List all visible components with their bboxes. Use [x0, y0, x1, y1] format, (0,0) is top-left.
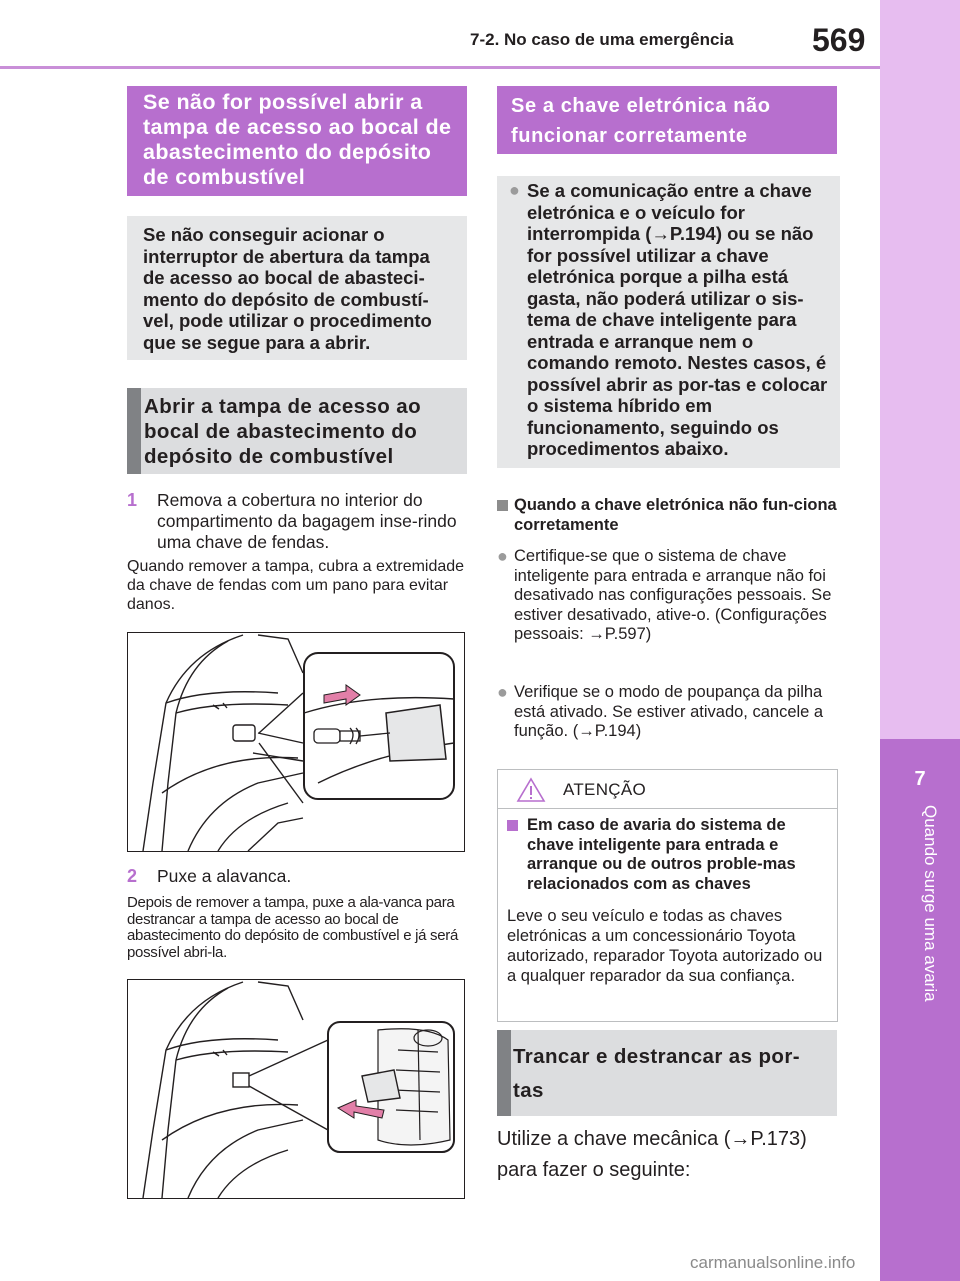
chapter-number: 7	[914, 768, 926, 790]
subheading-key-malfunction	[497, 496, 842, 535]
warning-header	[497, 769, 838, 809]
illustration-pull-lever	[127, 979, 465, 1199]
subheading-text: Quando a chave eletrónica não fun-ciona corretamente	[514, 496, 837, 534]
list-item	[497, 683, 842, 742]
square-bullet-icon	[497, 500, 508, 511]
intro-box: Se não conseguir acionar o interruptor de abertura da tampa de acesso ao bocal de abasteci-mento do depósito de combustí-vel, pode utilizar o procedimento que se segue para a abrir.	[127, 216, 467, 360]
trunk-screwdriver-illustration	[128, 633, 464, 851]
warning-body: Leve o seu veículo e todas as chaves eletrónicas a um concessionário Toyota autorizado, reparador Toyota autorizado ou a qualquer reparador da sua confiança.	[507, 907, 823, 985]
heading-fuel-door: Se não for possível abrir a tampa de acesso ao bocal de abastecimento do depósito de combustível	[127, 86, 467, 196]
warning-title: ATENÇÃO	[563, 780, 647, 799]
step-1-note: Quando remover a tampa, cubra a extremidade da chave de fendas com um pano para evitar danos.	[127, 558, 465, 613]
chapter-label: Quando surge uma avaria	[921, 805, 940, 1002]
trunk-lever-illustration	[128, 980, 464, 1198]
info-box	[497, 176, 840, 468]
warning-subheading-text: Em caso de avaria do sistema de chave inteligente para entrada e arranque ou de outros proble-mas relacionados com as chaves	[527, 816, 796, 893]
circle-bullet-icon: ●	[509, 180, 520, 200]
warning-subheading	[507, 816, 832, 894]
list-item	[497, 547, 842, 645]
square-bullet-icon	[507, 820, 518, 831]
info-box-text: Se a comunicação entre a chave eletrónica e o veículo for interrompida (→P.194) ou se não for possível utilizar a chave eletrónica porque a pilha está gasta, não poderá utilizar o sis-tema de chave inteligente para entrada e arranque nem o comando remoto. Nestes casos, é possível abrir as por-tas e colocar o sistema híbrido em funcionamento, seguindo os procedimentos abaixo.	[527, 180, 828, 459]
circle-bullet-icon: ●	[497, 682, 508, 702]
step-text: Remova a cobertura no interior do compartimento da bagagem inse-rindo uma chave de fendas.	[157, 490, 457, 552]
heading-open-fuel-door: Abrir a tampa de acesso ao bocal de abastecimento do depósito de combustível	[127, 388, 467, 474]
page-number: 569	[812, 22, 866, 58]
watermark: carmanualsonline.info	[690, 1253, 856, 1272]
section-title: 7-2. No caso de uma emergência	[470, 30, 734, 49]
heading-key-malfunction: Se a chave eletrónica não funcionar corretamente	[497, 86, 837, 154]
illustration-remove-cover	[127, 632, 465, 852]
list-item-text: Verifique se o modo de poupança da pilha está ativado. Se estiver ativado, cancele a função. (→P.194)	[514, 683, 824, 740]
warning-triangle-icon	[516, 777, 546, 803]
heading-lock-unlock-doors: Trancar e destrancar as por-tas	[497, 1030, 837, 1116]
step-text: Puxe a alavanca.	[157, 866, 292, 886]
step-number: 1	[127, 490, 138, 510]
list-item-text: Certifique-se que o sistema de chave inteligente para entrada e arranque não foi desativado nas configurações pessoais. Se estiver desativado, ative-o. (Configurações pessoais: →P.597)	[514, 547, 832, 643]
step-2	[127, 866, 472, 887]
closing-text: Utilize a chave mecânica (→P.173) para fazer o seguinte:	[497, 1128, 807, 1181]
circle-bullet-icon: ●	[497, 546, 508, 566]
step-number: 2	[127, 866, 138, 886]
header-rule	[0, 66, 880, 69]
step-2-note: Depois de remover a tampa, puxe a ala-vanca para destrancar a tampa de acesso ao bocal de abastecimento do depósito de combustível e já será possível abri-la.	[127, 894, 459, 961]
step-1	[127, 490, 472, 553]
